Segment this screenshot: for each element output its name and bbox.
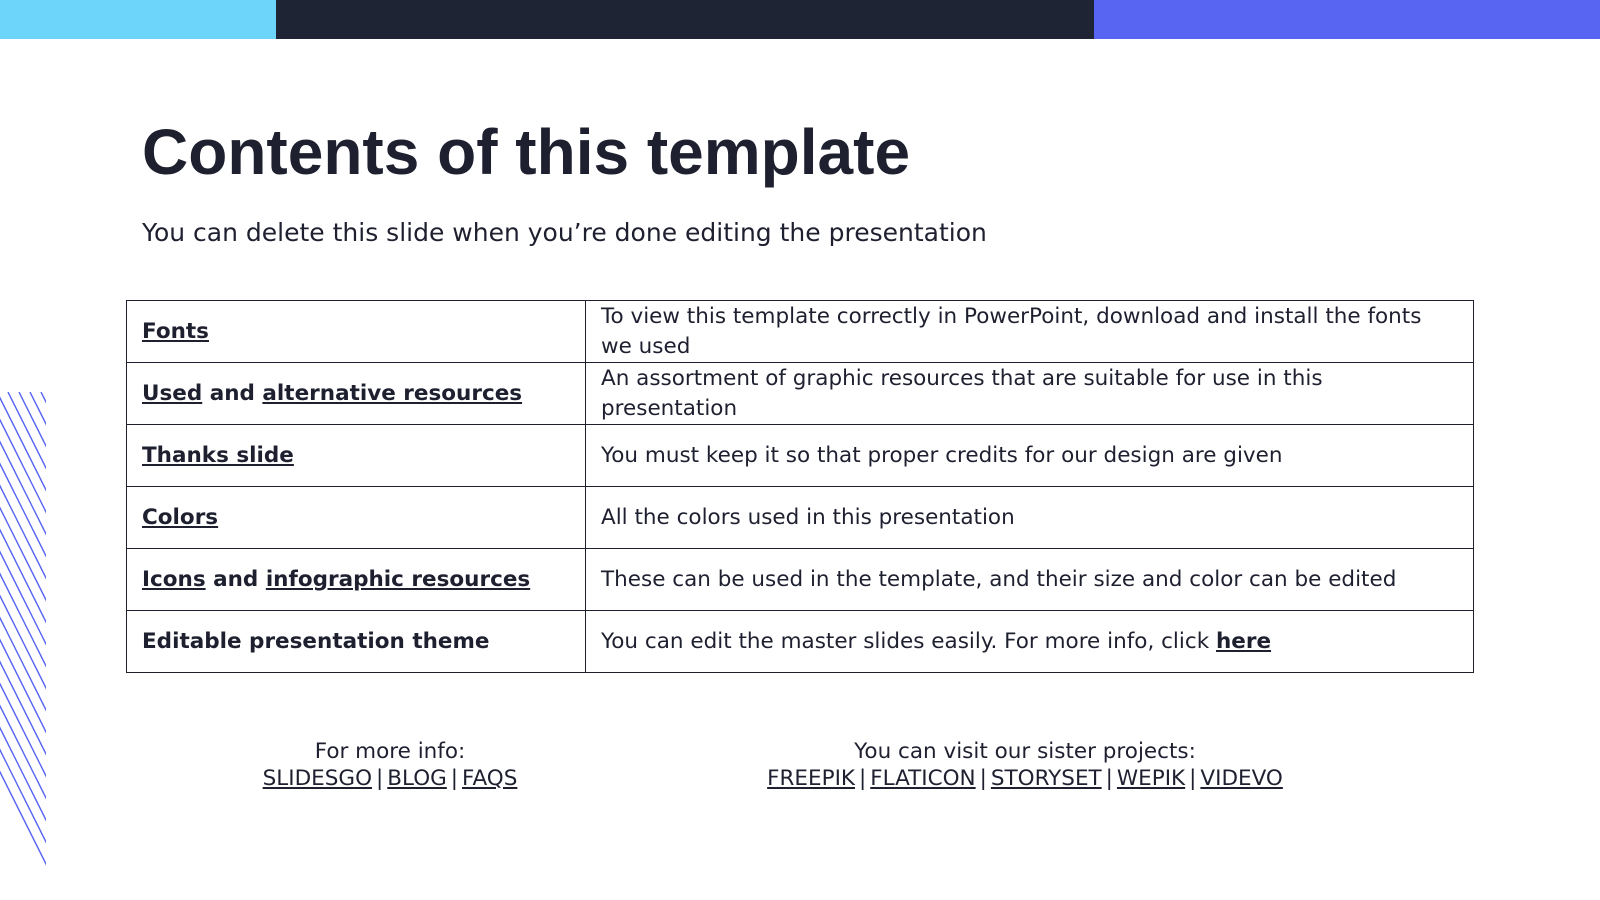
footer-link-slidesgo[interactable]: SLIDESGO [262, 766, 372, 791]
link-here[interactable]: here [1216, 628, 1272, 654]
stripe-line [0, 392, 46, 900]
table-row [127, 301, 1474, 363]
cell-text: These can be used in the template, and their size and color can be edited [601, 566, 1397, 592]
footer-sister-projects [760, 738, 1290, 792]
link-fonts[interactable]: Fonts [142, 318, 209, 344]
stripe-line [0, 392, 46, 900]
table-cell-topic [127, 425, 586, 487]
table-cell-description [586, 425, 1474, 487]
link-infographic-resources[interactable]: infographic resources [265, 566, 531, 592]
stripe-line [0, 392, 46, 900]
stripe-line [30, 392, 46, 900]
stripe-line [0, 392, 46, 900]
stripe-line [0, 392, 46, 900]
stripe-line [0, 392, 46, 900]
table-cell-topic [127, 549, 586, 611]
stripe-line [0, 392, 46, 900]
table-cell-description [586, 487, 1474, 549]
stripe-line [0, 392, 46, 900]
link-colors[interactable]: Colors [142, 504, 219, 530]
table-row [127, 363, 1474, 425]
footer-more-info-links [248, 765, 532, 792]
stripe-line [0, 392, 46, 900]
table-cell-description [586, 549, 1474, 611]
cell-text: and [202, 380, 263, 406]
cell-text: You can edit the master slides easily. For more info, click [601, 628, 1216, 654]
link-separator: | [979, 766, 987, 791]
footer-sister-projects-links [760, 765, 1290, 792]
cell-text: Editable presentation theme [142, 628, 490, 654]
top-bar-segment-navy [276, 0, 1094, 39]
footer-link-wepik[interactable]: WEPIK [1116, 766, 1186, 791]
table-cell-description [586, 301, 1474, 363]
footer-link-freepik[interactable]: FREEPIK [767, 766, 856, 791]
stripe-line [0, 392, 46, 900]
link-alternative-resources[interactable]: alternative resources [262, 380, 523, 406]
cell-text: To view this template correctly in PowerPoint, download and install the fonts we used [601, 303, 1422, 359]
stripe-line [19, 392, 46, 900]
footer-link-flaticon[interactable]: FLATICON [870, 766, 976, 791]
stripe-line [0, 392, 46, 900]
table-cell-topic [127, 301, 586, 363]
contents-table [126, 300, 1474, 673]
top-color-bar [0, 0, 1600, 39]
stripe-line [0, 392, 46, 900]
link-separator: | [859, 766, 867, 791]
table-cell-topic [127, 611, 586, 673]
table-row [127, 425, 1474, 487]
table-cell-topic [127, 363, 586, 425]
top-bar-segment-blue [1094, 0, 1600, 39]
link-used[interactable]: Used [142, 380, 203, 406]
link-separator: | [1189, 766, 1197, 791]
stripe-line [0, 392, 46, 900]
stripe-line [0, 392, 46, 900]
footer-link-storyset[interactable]: STORYSET [990, 766, 1102, 791]
page-title: Contents of this template [142, 116, 911, 188]
table-cell-topic [127, 487, 586, 549]
link-separator: | [376, 766, 384, 791]
cell-text: and [205, 566, 266, 592]
table-cell-description [586, 363, 1474, 425]
footer-link-videvo[interactable]: VIDEVO [1200, 766, 1283, 791]
footer-more-info-heading: For more info: [314, 739, 466, 764]
footer-more-info [248, 738, 532, 792]
cell-text: An assortment of graphic resources that are suitable for use in this presentation [601, 365, 1323, 421]
link-separator: | [450, 766, 459, 791]
stripe-line [41, 392, 46, 900]
footer-link-faqs[interactable]: FAQS [462, 766, 518, 791]
stripe-line [0, 392, 46, 900]
link-thanks-slide[interactable]: Thanks slide [142, 442, 294, 468]
stripe-line [0, 392, 46, 900]
table-row [127, 549, 1474, 611]
link-separator: | [1105, 766, 1113, 791]
table-row [127, 611, 1474, 673]
top-bar-segment-cyan [0, 0, 276, 39]
table-row [127, 487, 1474, 549]
footer-sister-projects-heading: You can visit our sister projects: [854, 739, 1196, 764]
footer-link-blog[interactable]: BLOG [387, 766, 447, 791]
page-subtitle: You can delete this slide when you’re done editing the presentation [142, 218, 987, 247]
table-cell-description [586, 611, 1474, 673]
stripe-line [0, 392, 46, 900]
diagonal-stripes-decoration [0, 392, 46, 900]
stripe-line [0, 392, 46, 900]
cell-text: All the colors used in this presentation [601, 504, 1015, 530]
cell-text: You must keep it so that proper credits for our design are given [601, 442, 1283, 468]
link-icons[interactable]: Icons [142, 566, 206, 592]
